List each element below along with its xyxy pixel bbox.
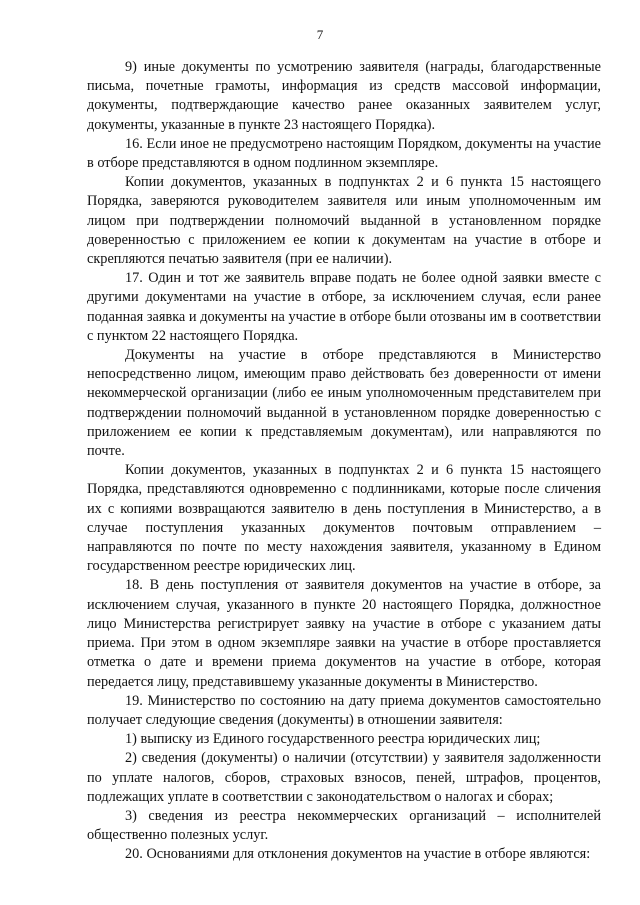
paragraph-19-item-1: 1) выписку из Единого государственного реестра юридических лиц;: [125, 731, 541, 748]
paragraph-item-9: 9) иные документы по усмотрению заявителя (награды, благодарственные письма, почетные грамоты, информация из средств массовой информации, документы, подтверждающие качество ранее оказанных заявителем услуг, документы, указанные в пункте 23 настоящего Порядка).: [87, 59, 601, 133]
paragraph-16: 16. Если иное не предусмотрено настоящим Порядком, документы на участие в отборе представляются в одном подлинном экземпляре.: [87, 135, 601, 172]
paragraph-19-item-2: 2) сведения (документы) о наличии (отсутствии) у заявителя задолженности по уплате налогов, сборов, страховых взносов, пеней, штрафов, процентов, подлежащих уплате в соответствии с законодательством о налогах и сборах;: [87, 750, 601, 805]
paragraph-17-submission: Документы на участие в отборе представляются в Министерство непосредственно лицом, имеющим право действовать без доверенности от имени некоммерческой организации (либо ее иным уполномоченным представителем при подтверждении полномочий выданной в установленном порядке доверенностью с приложением ее копии к представляемым документам), или направляются по почте.: [87, 347, 601, 460]
paragraph-17-copies: Копии документов, указанных в подпунктах 2 и 6 пункта 15 настоящего Порядка, представляются одновременно с подлинниками, которые после сличения их с копиями возвращаются заявителю в день поступления в Министерство, а в случае поступления указанных документов почтовым отправлением – направляются по почте по месту нахождения заявителя, указанному в Едином государственном реестре юридических лиц.: [87, 462, 601, 575]
page-number: 7: [316, 27, 324, 42]
paragraph-19: 19. Министерство по состоянию на дату приема документов самостоятельно получает следующие сведения (документы) в отношении заявителя:: [87, 692, 601, 728]
paragraph-17: 17. Один и тот же заявитель вправе подать не более одной заявки вместе с другими документами на участие в отборе, за исключением случая, если ранее поданная заявка и документы на участие в отборе были отозваны им в соответствии с пунктом 22 настоящего Порядка.: [87, 270, 601, 344]
paragraph-16-copies: Копии документов, указанных в подпунктах 2 и 6 пункта 15 настоящего Порядка, заверяются руководителем заявителя или иным уполномоченным им лицом при подтверждении полномочий выданной в установленном порядке доверенностью с приложением ее копии к документам на участие в отборе и скрепляются печатью заявителя (при ее наличии).: [87, 174, 601, 268]
paragraph-18: 18. В день поступления от заявителя документов на участие в отборе, за исключением случая, указанного в пункте 20 настоящего Порядка, должностное лицо Министерства регистрирует заявку на участие в отборе с указанием даты приема. При этом в одном экземпляре заявки на участие в отборе проставляется отметка о дате и времени приема документов на участие в отборе, которая передается лицу, представившему указанные документы в Министерство.: [87, 577, 601, 690]
paragraph-20: 20. Основаниями для отклонения документов на участие в отборе являются:: [125, 846, 591, 863]
document-body: [87, 58, 601, 865]
paragraph-19-item-3: 3) сведения из реестра некоммерческих организаций – исполнителей общественно полезных услуг.: [87, 807, 601, 844]
